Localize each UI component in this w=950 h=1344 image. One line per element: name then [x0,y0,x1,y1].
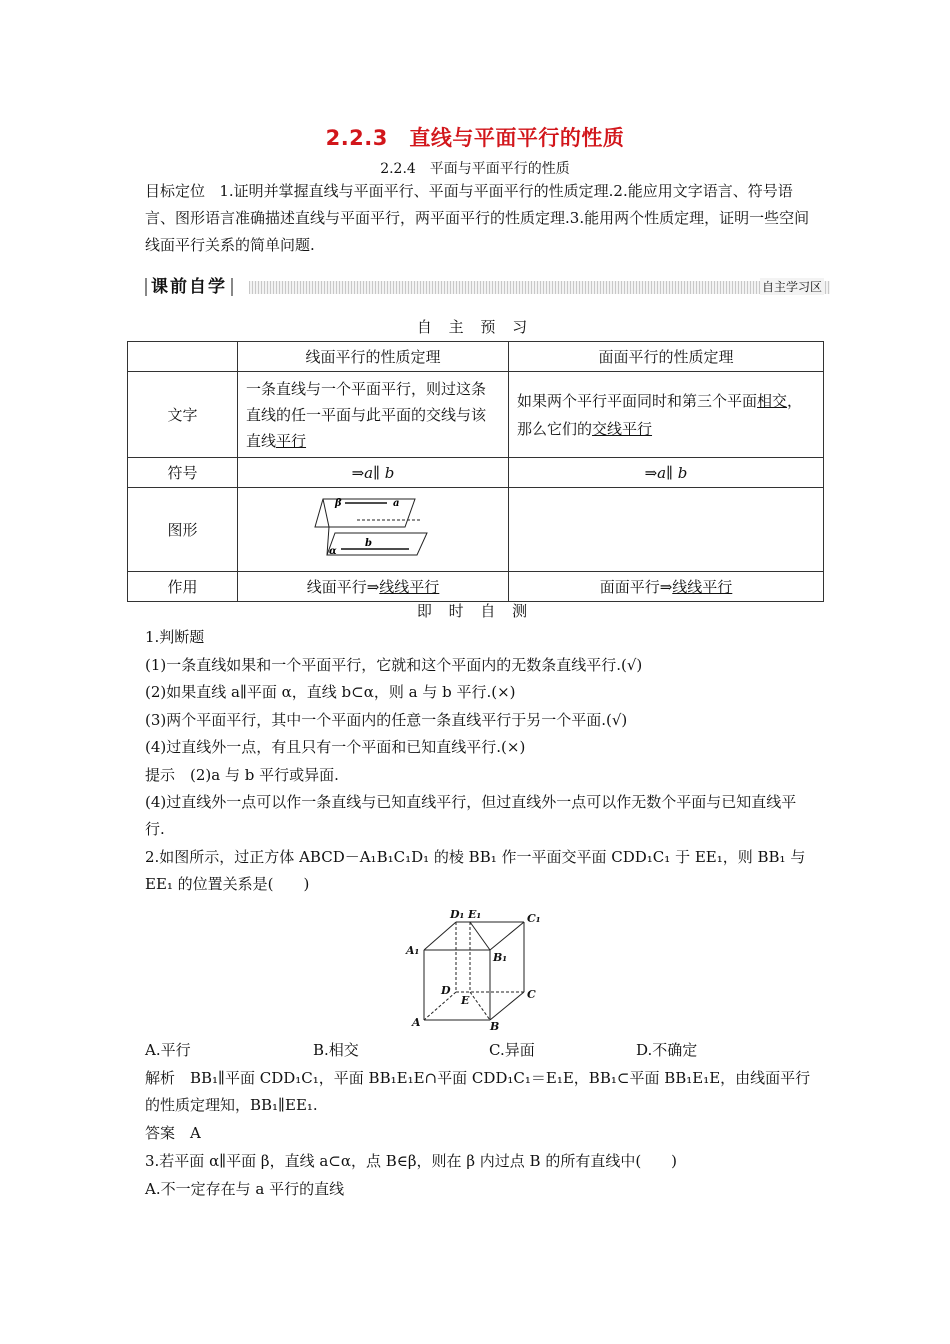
option-c: C.异面 [489,1041,535,1059]
table-corner [128,342,238,372]
cut-edge-left [323,499,329,527]
plane-alpha [327,533,427,555]
cube-label-E1: E₁ [468,908,482,921]
goal-label: 目标定位 [145,182,206,200]
cell-use-1 [238,572,509,602]
fig-label-a: a [393,497,400,509]
answer-text: 答案 A [145,1124,201,1142]
q1-item-2: (2)如果直线 a∥平面 α，直线 b⊂α，则 a 与 b 平行.(×) [145,683,516,701]
cube-label-B1: B₁ [493,951,508,964]
cell-text-1 [238,372,509,458]
option-a: A.平行 [145,1041,191,1059]
q2-text: 2.如图所示，过正方体 ABCD－A₁B₁C₁D₁ 的棱 BB₁ 作一平面交平面 CDD₁C₁ 于 EE₁，则 BB₁ 与 EE₁ 的位置关系是( ) [145,848,806,893]
cell-use-2 [509,572,824,602]
row-label-text: 文字 [128,372,238,458]
goal-paragraph [145,178,815,259]
cell-text-2-underline-2: 交线平行 [592,419,653,438]
hint-line-1: 提示 (2)a 与 b 平行或异面. [145,766,339,784]
cube-label-C1: C₁ [527,912,541,925]
cell-figure-1 [238,488,509,572]
col-header-line-plane: 线面平行的性质定理 [238,342,509,372]
q1-item-4: (4)过直线外一点，有且只有一个平面和已知直线平行.(×) [145,738,526,756]
table-row-symbol [128,458,824,488]
edge-A1D1 [424,922,456,950]
cell-text-2 [509,372,824,458]
q1-item-3: (3)两个平面平行，其中一个平面内的任意一条直线平行于另一个平面.(√) [145,711,628,729]
cube-label-A: A [412,1016,421,1029]
table-row-text [128,372,824,458]
cell-use-2-underline: 线线平行 [672,578,733,596]
parallel-planes-figure [313,493,433,563]
option-d: D.不确定 [636,1041,698,1059]
band-hatch [249,281,830,294]
section-label: 课前自学 [145,275,233,299]
q1-item-1: (1)一条直线如果和一个平面平行，它就和这个平面内的无数条直线平行.(√) [145,656,643,674]
option-b: B.相交 [313,1041,359,1059]
cell-symbol-2: ⇒a∥ b [509,458,824,488]
cube-label-D1: D₁ [450,908,465,921]
cube-label-C: C [527,988,536,1001]
col-header-plane-plane: 面面平行的性质定理 [509,342,824,372]
row-label-symbol: 符号 [128,458,238,488]
row-label-figure: 图形 [128,488,238,572]
cube-figure [398,906,558,1034]
q3-text: 3.若平面 α∥平面 β，直线 a⊂α，点 B∈β，则在 β 内过点 B 的所有直线中( ) [145,1152,678,1170]
cube-label-E: E [461,994,470,1007]
table-header-row [128,342,824,372]
cell-use-1-underline: 线线平行 [379,578,440,596]
page-subtitle: 2.2.4 平面与平面平行的性质 [380,161,570,177]
table-row-use [128,572,824,602]
q3-option-a: A.不一定存在与 a 平行的直线 [145,1180,345,1198]
cell-symbol-1: ⇒a∥ b [238,458,509,488]
page-title: 2.2.3 直线与平面平行的性质 [325,126,625,150]
cell-text-2-underline-1: 相交 [757,391,788,410]
cube-label-A1: A₁ [406,944,420,957]
cell-figure-2 [509,488,824,572]
section-band [145,275,830,299]
cube-label-B: B [490,1020,500,1033]
fig-label-b: b [365,537,372,549]
cell-text-2-mid: ，那么它们的 [517,391,803,438]
cell-text-2-pre: 如果两个平行平面同时和第三个平面 [517,391,758,410]
preview-heading: 自 主 预 习 [416,318,534,336]
hidden-edge-AD [424,992,456,1020]
cell-use-1-pre: 线面平行⇒ [306,578,380,596]
cell-text-1-underline: 平行 [276,431,307,450]
fig-label-alpha: α [329,545,337,557]
theorem-table [127,341,824,602]
cube-label-D: D [441,984,451,997]
hidden-edge-EB [470,992,490,1020]
hint-line-2: (4)过直线外一点可以作一条直线与已知直线平行，但过直线外一点可以作无数个平面与已知直线平行. [145,793,797,838]
edge-E1B1 [470,922,490,950]
test-heading: 即 时 自 测 [416,602,534,620]
cell-use-2-pre: 面面平行⇒ [599,578,673,596]
row-label-use: 作用 [128,572,238,602]
edge-B1C1 [490,922,524,950]
fig-label-beta: β [335,497,342,509]
table-row-figure [128,488,824,572]
analysis-text: 解析 BB₁∥平面 CDD₁C₁，平面 BB₁E₁E∩平面 CDD₁C₁＝E₁E，BB₁⊂平面 BB₁E₁E，由线面平行的性质定理知，BB₁∥EE₁. [145,1069,811,1114]
edge-BC [490,992,524,1020]
q1-title: 1.判断题 [145,628,205,646]
section-tag: 自主学习区 [761,280,822,294]
cell-text-1-pre: 一条直线与一个平面平行，则过这条直线的任一平面与此平面的交线与该直线 [246,379,487,450]
goal-text: 1.证明并掌握直线与平面平行、平面与平面平行的性质定理.2.能应用文字语言、符号语言、图形语言准确描述直线与平面平行，两平面平行的性质定理.3.能用两个性质定理，证明一些空间线面平行关系的简单问题. [145,182,810,254]
